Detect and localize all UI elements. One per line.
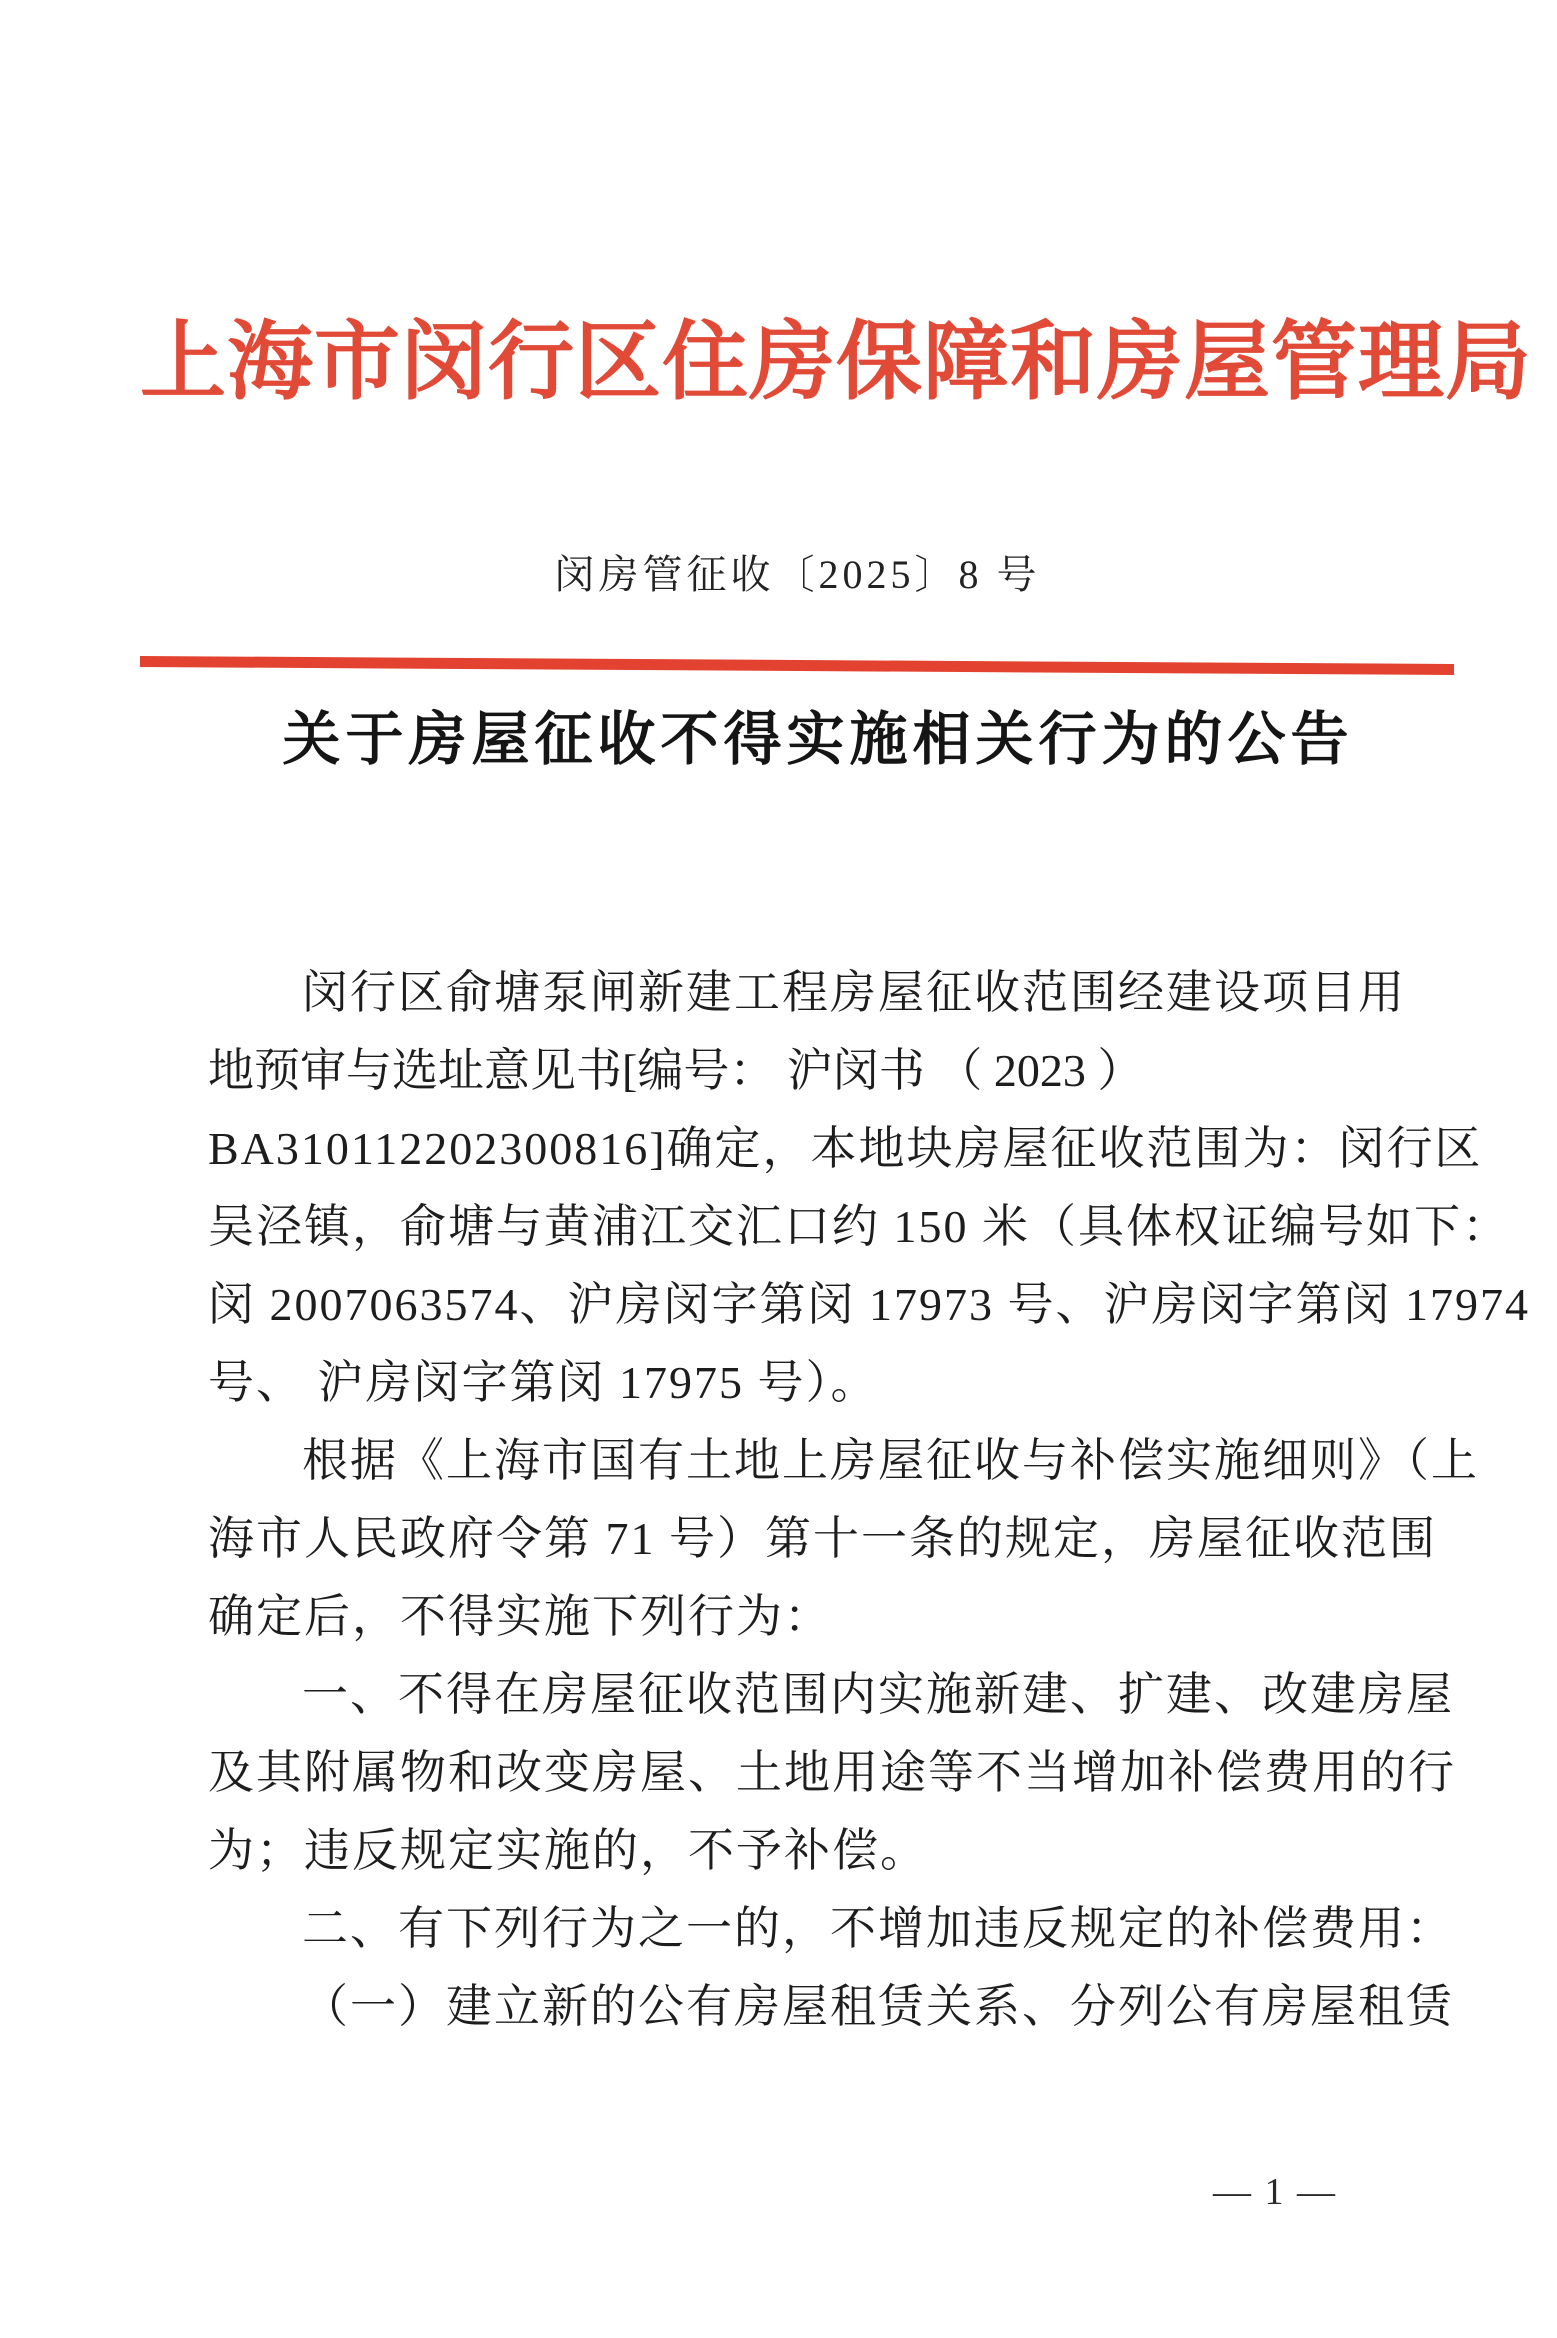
body-line: 及其附属物和改变房屋、土地用途等不当增加补偿费用的行 bbox=[208, 1747, 1456, 1798]
body-line: 吴泾镇，俞塘与黄浦江交汇口约 150 米（具体权证编号如下： bbox=[208, 1201, 1510, 1252]
body-line: 地预审与选址意见书[编号： 沪闵书 （ 2023 ） bbox=[208, 1045, 1144, 1096]
document-title: 关于房屋征收不得实施相关行为的公告 bbox=[282, 707, 1354, 772]
body-line: 一、不得在房屋征收范围内实施新建、扩建、改建房屋 bbox=[302, 1669, 1454, 1720]
body-line: BA310112202300816]确定，本地块房屋征收范围为：闵行区 bbox=[208, 1123, 1483, 1174]
body-line: 确定后，不得实施下列行为： bbox=[208, 1591, 832, 1642]
body-line: 根据《上海市国有土地上房屋征收与补偿实施细则》（上 bbox=[302, 1435, 1479, 1486]
body-line: 号、 沪房闵字第闵 17975 号）。 bbox=[208, 1357, 879, 1408]
document-number: 闵房管征收〔2025〕8 号 bbox=[554, 552, 1041, 597]
agency-header: 上海市闵行区住房保障和房屋管理局 bbox=[140, 314, 1532, 410]
body-line: （一）建立新的公有房屋租赁关系、分列公有房屋租赁 bbox=[302, 1981, 1454, 2032]
body-line: 为；违反规定实施的，不予补偿。 bbox=[208, 1825, 928, 1876]
document-body bbox=[208, 954, 1530, 2046]
body-line: 闵行区俞塘泵闸新建工程房屋征收范围经建设项目用 bbox=[302, 967, 1406, 1018]
red-divider-rule bbox=[140, 656, 1454, 675]
body-line: 闵 2007063574、沪房闵字第闵 17973 号、沪房闵字第闵 17974 bbox=[208, 1279, 1530, 1330]
body-line: 二、有下列行为之一的，不增加违反规定的补偿费用： bbox=[302, 1903, 1454, 1954]
body-line: 海市人民政府令第 71 号）第十一条的规定，房屋征收范围 bbox=[208, 1513, 1437, 1564]
page-number: — 1 — bbox=[1213, 2171, 1337, 2213]
